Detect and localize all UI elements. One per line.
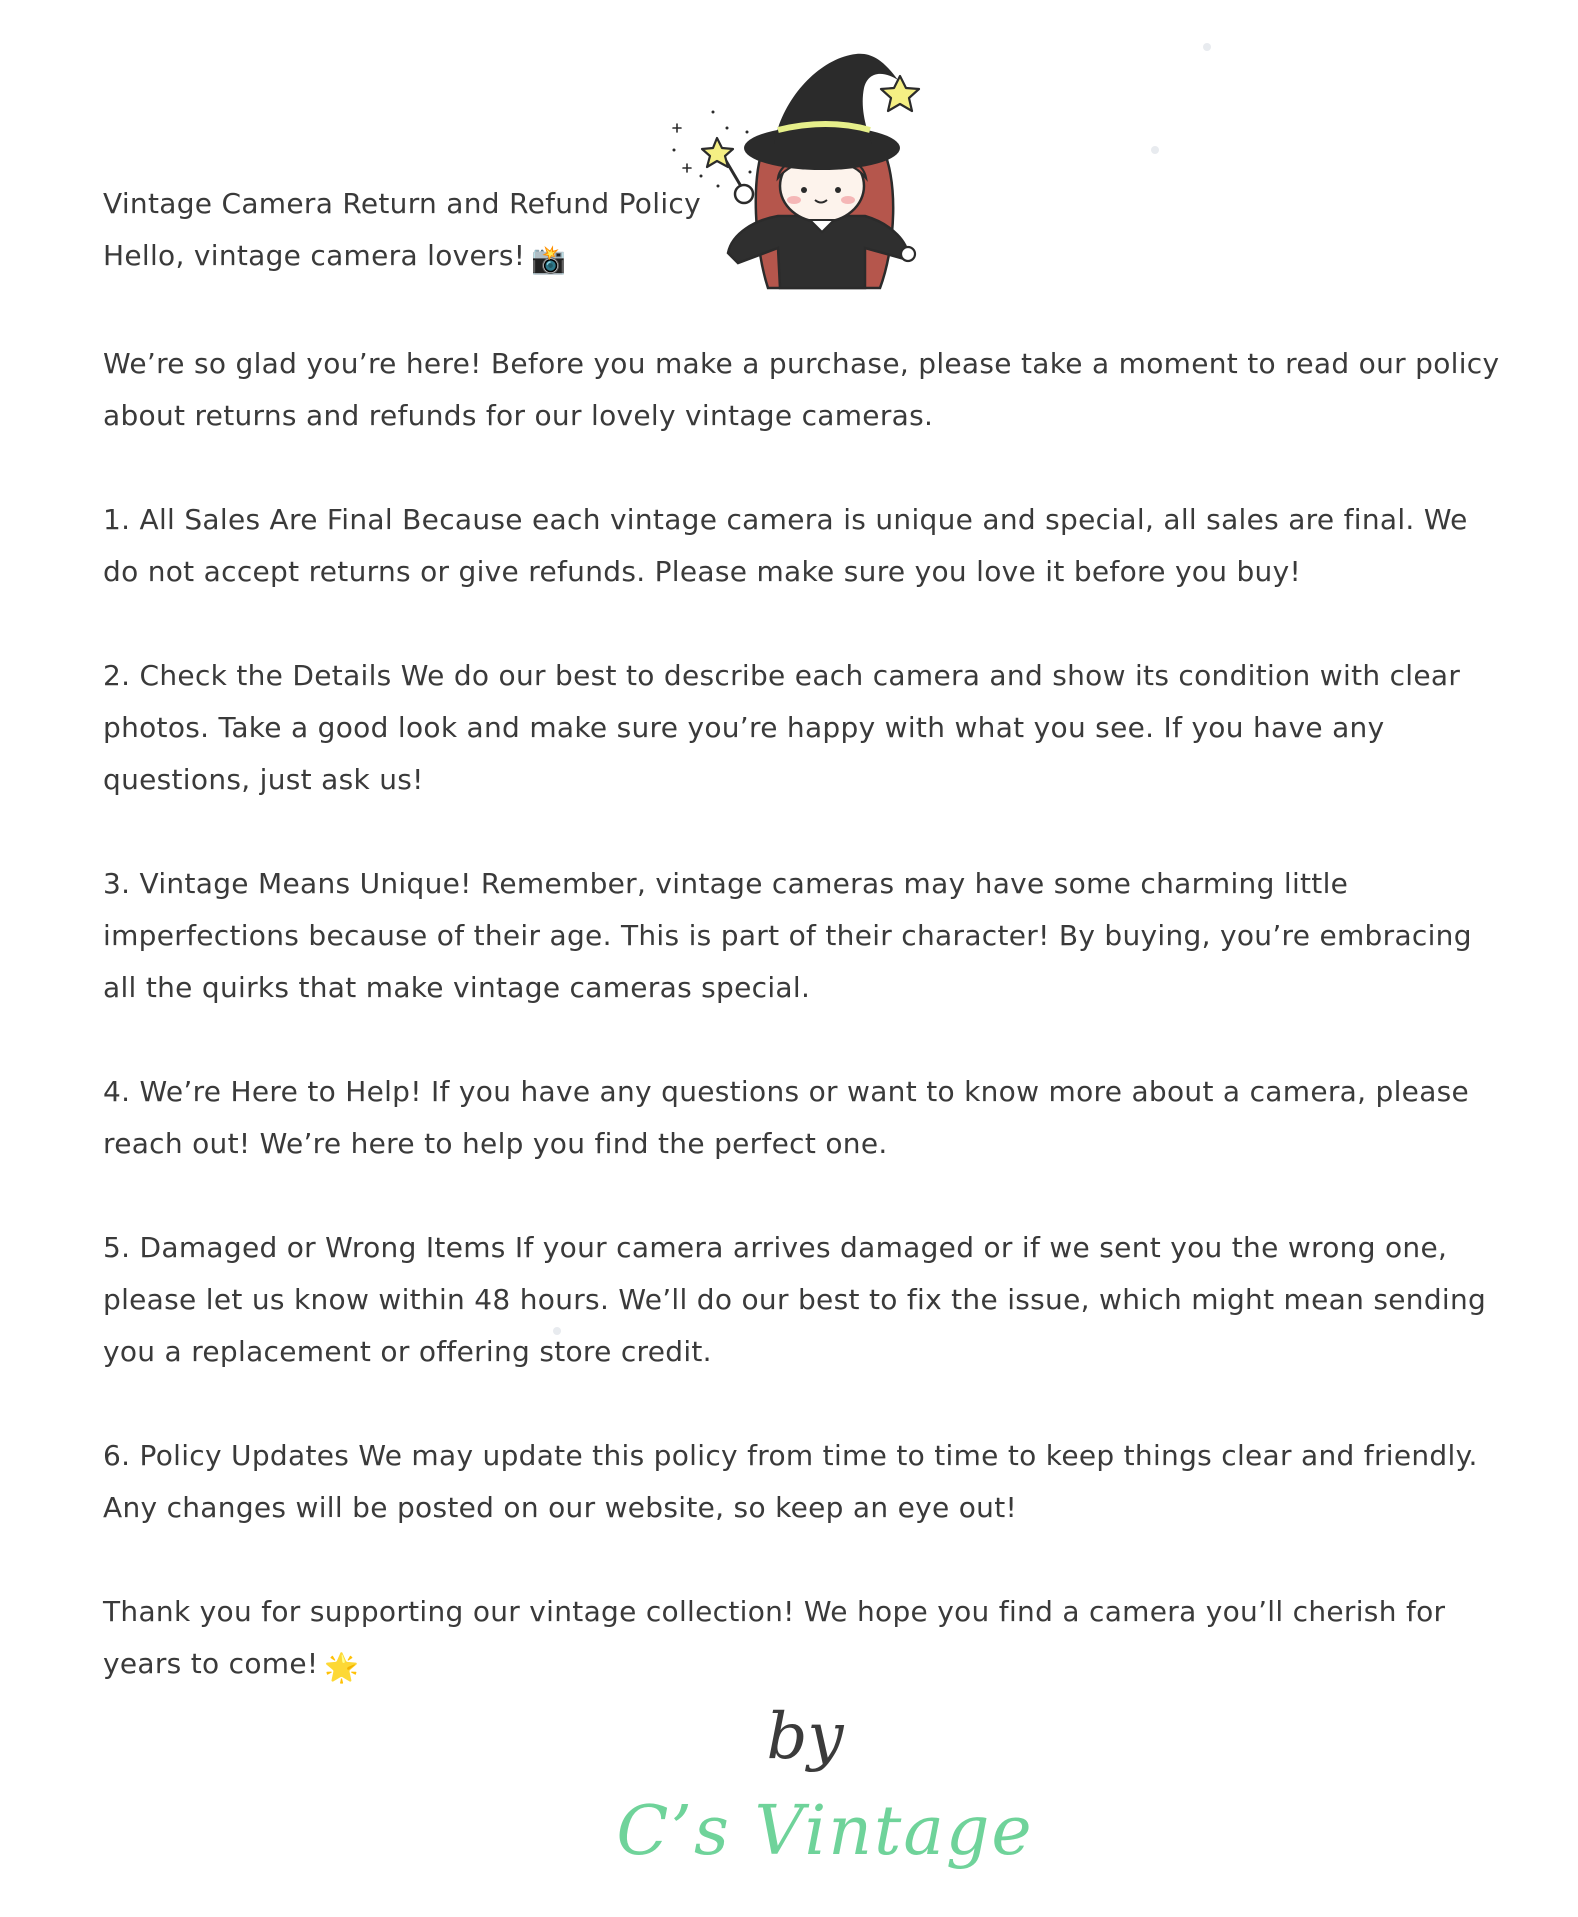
closing-paragraph <box>103 1586 1503 1694</box>
greeting-line <box>103 230 566 286</box>
decor-dot <box>1151 146 1159 154</box>
policy-section-4: 4. We’re Here to Help! If you have any questions or want to know more about a camera, please reach out! We’re here to help you find the perfect one. <box>103 1075 1470 1160</box>
signature-by: by <box>766 1700 844 1774</box>
closing-text: Thank you for supporting our vintage collection! We hope you find a camera you’ll cherish for years to come! <box>103 1595 1446 1680</box>
policy-section-1: 1. All Sales Are Final Because each vintage camera is unique and special, all sales are final. We do not accept returns or give refunds. Please make sure you love it before you buy! <box>103 503 1468 588</box>
camera-flash-emoji-icon: 📸 <box>531 243 567 276</box>
document-title: Vintage Camera Return and Refund Policy <box>103 187 701 220</box>
policy-section-3: 3. Vintage Means Unique! Remember, vintage cameras may have some charming little imperfections because of their age. This is part of their character! By buying, you’re embracing all the quirks that make vintage cameras special. <box>103 867 1472 1004</box>
policy-section-5: 5. Damaged or Wrong Items If your camera arrives damaged or if we sent you the wrong one, please let us know within 48 hours. We’ll do our best to fix the issue, which might mean sending you a replacement or offering store credit. <box>103 1231 1487 1368</box>
decor-dot <box>1203 43 1211 51</box>
policy-section-2: 2. Check the Details We do our best to describe each camera and show its condition with clear photos. Take a good look and make sure you’re happy with what you see. If you have any questions, just ask us! <box>103 659 1461 796</box>
policy-body <box>103 338 1503 1746</box>
witch-girl-with-wand-icon <box>660 48 930 298</box>
signature-brand: C’s Vintage <box>616 1792 1034 1871</box>
glowing-star-emoji-icon: 🌟 <box>324 1651 360 1684</box>
greeting-text: Hello, vintage camera lovers! <box>103 239 526 272</box>
policy-section-6: 6. Policy Updates We may update this policy from time to time to keep things clear and friendly. Any changes will be posted on our website, so keep an eye out! <box>103 1439 1478 1524</box>
intro-paragraph: We’re so glad you’re here! Before you make a purchase, please take a moment to read our policy about returns and refunds for our lovely vintage cameras. <box>103 347 1500 432</box>
